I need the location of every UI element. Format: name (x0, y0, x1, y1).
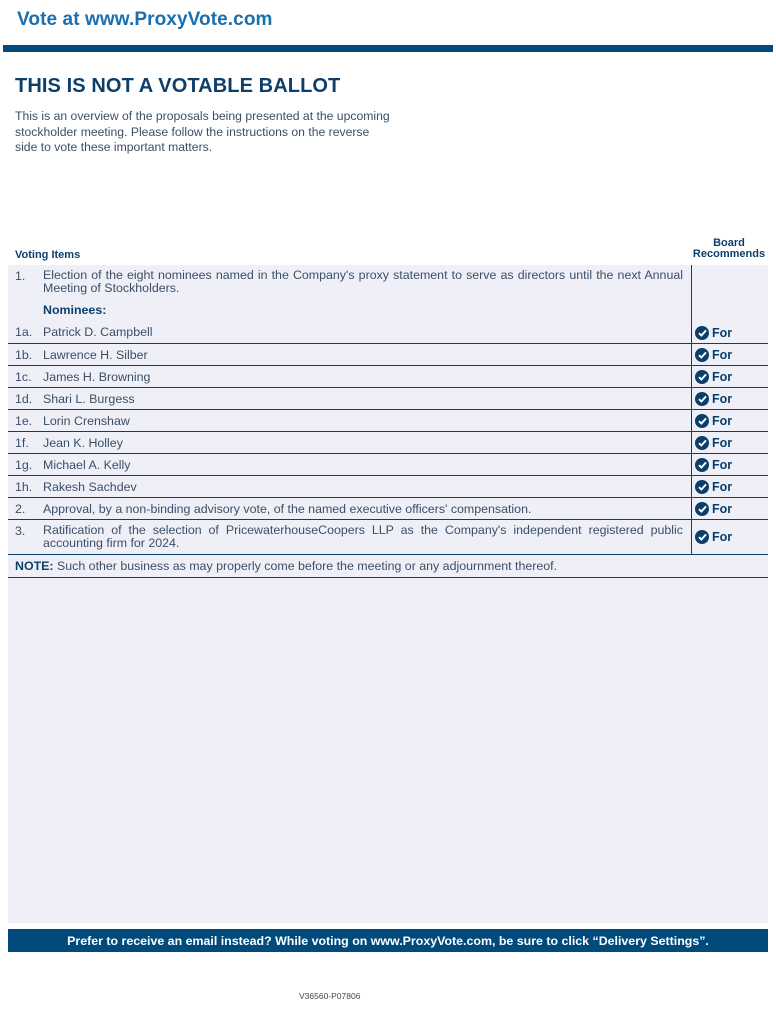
checkmark-icon (695, 326, 709, 340)
nominee-row (8, 410, 768, 432)
checkmark-icon (695, 370, 709, 384)
nominee-row (8, 476, 768, 498)
nominee-row (8, 432, 768, 454)
delivery-settings-banner (8, 929, 768, 952)
recommendation-for: For (695, 530, 732, 544)
board-header-line2: Recommends (692, 248, 766, 260)
nominee-row (8, 366, 768, 388)
nominee-number: 1f. (15, 435, 29, 450)
board-header-line1: Board (713, 237, 745, 249)
note-row (8, 555, 768, 578)
nominee-name: James H. Browning (43, 369, 151, 384)
page-title: THIS IS NOT A VOTABLE BALLOT (15, 75, 341, 97)
proposal-1-row (8, 265, 768, 344)
voting-items-header: Voting Items (15, 249, 81, 261)
recommendation-for: For (695, 370, 732, 384)
nominee-number: 1d. (15, 391, 33, 406)
recommendation-for: For (695, 414, 732, 428)
banner-text: Prefer to receive an email instead? While voting on www.ProxyVote.com, be sure to click “Delivery Settings”. (67, 933, 709, 948)
checkmark-icon (695, 530, 709, 544)
checkmark-icon (695, 414, 709, 428)
proxyvote-link[interactable]: Vote at www.ProxyVote.com (17, 9, 273, 30)
nominee-row (8, 388, 768, 410)
proposal-2-row (8, 498, 768, 520)
nominee-name: Lawrence H. Silber (43, 347, 148, 362)
proposal-text: Ratification of the selection of PricewaterhouseCoopers LLP as the Company's independent registered public accounting firm for 2024. (43, 523, 683, 550)
checkmark-icon (695, 436, 709, 450)
checkmark-icon (695, 458, 709, 472)
recommendation-for: For (695, 348, 732, 362)
checkmark-icon (695, 392, 709, 406)
header-divider-bar (3, 45, 773, 52)
nominee-name: Michael A. Kelly (43, 457, 131, 472)
recommendation-for: For (695, 502, 732, 516)
nominee-name: Rakesh Sachdev (43, 479, 137, 494)
proposal-3-row (8, 520, 768, 555)
nominee-number: 1e. (15, 413, 33, 428)
intro-text: This is an overview of the proposals being presented at the upcoming stockholder meeting. Please follow the instructions on the reverse side to vote these important matters. (15, 109, 390, 154)
note-label: NOTE: (15, 559, 54, 573)
proposal-text: Election of the eight nominees named in the Company's proxy statement to serve as directors until the next Annual Meeting of Stockholders. (43, 268, 683, 295)
note-text: Such other business as may properly come before the meeting or any adjournment thereof. (53, 559, 558, 573)
nominee-name: Lorin Crenshaw (43, 413, 130, 428)
board-recommends-header (690, 238, 768, 260)
nominee-name: Jean K. Holley (43, 435, 123, 450)
document-code: V36560-P07806 (299, 991, 361, 1001)
nominee-name: Patrick D. Campbell (43, 325, 153, 339)
nominees-label: Nominees: (43, 303, 107, 317)
nominee-row (8, 344, 768, 366)
proposal-text: Approval, by a non-binding advisory vote, of the named executive officers' compensation. (43, 501, 532, 516)
nominee-number: 1b. (15, 347, 33, 362)
nominee-number: 1g. (15, 457, 33, 472)
nominee-number: 1h. (15, 479, 33, 494)
checkmark-icon (695, 348, 709, 362)
nominee-number: 1a. (15, 325, 33, 339)
nominee-number: 1c. (15, 369, 32, 384)
voting-items-table (8, 265, 768, 578)
checkmark-icon (695, 502, 709, 516)
nominee-row (8, 454, 768, 476)
recommendation-for: For (695, 458, 732, 472)
proposal-number: 2. (15, 501, 26, 516)
recommendation-for: For (695, 480, 732, 494)
checkmark-icon (695, 480, 709, 494)
recommendation-for: For (695, 392, 732, 406)
recommendation-for: For (695, 326, 732, 340)
nominee-name: Shari L. Burgess (43, 391, 135, 406)
proposal-number: 1. (15, 269, 26, 283)
recommendation-for: For (695, 436, 732, 450)
proposal-number: 3. (15, 524, 26, 538)
